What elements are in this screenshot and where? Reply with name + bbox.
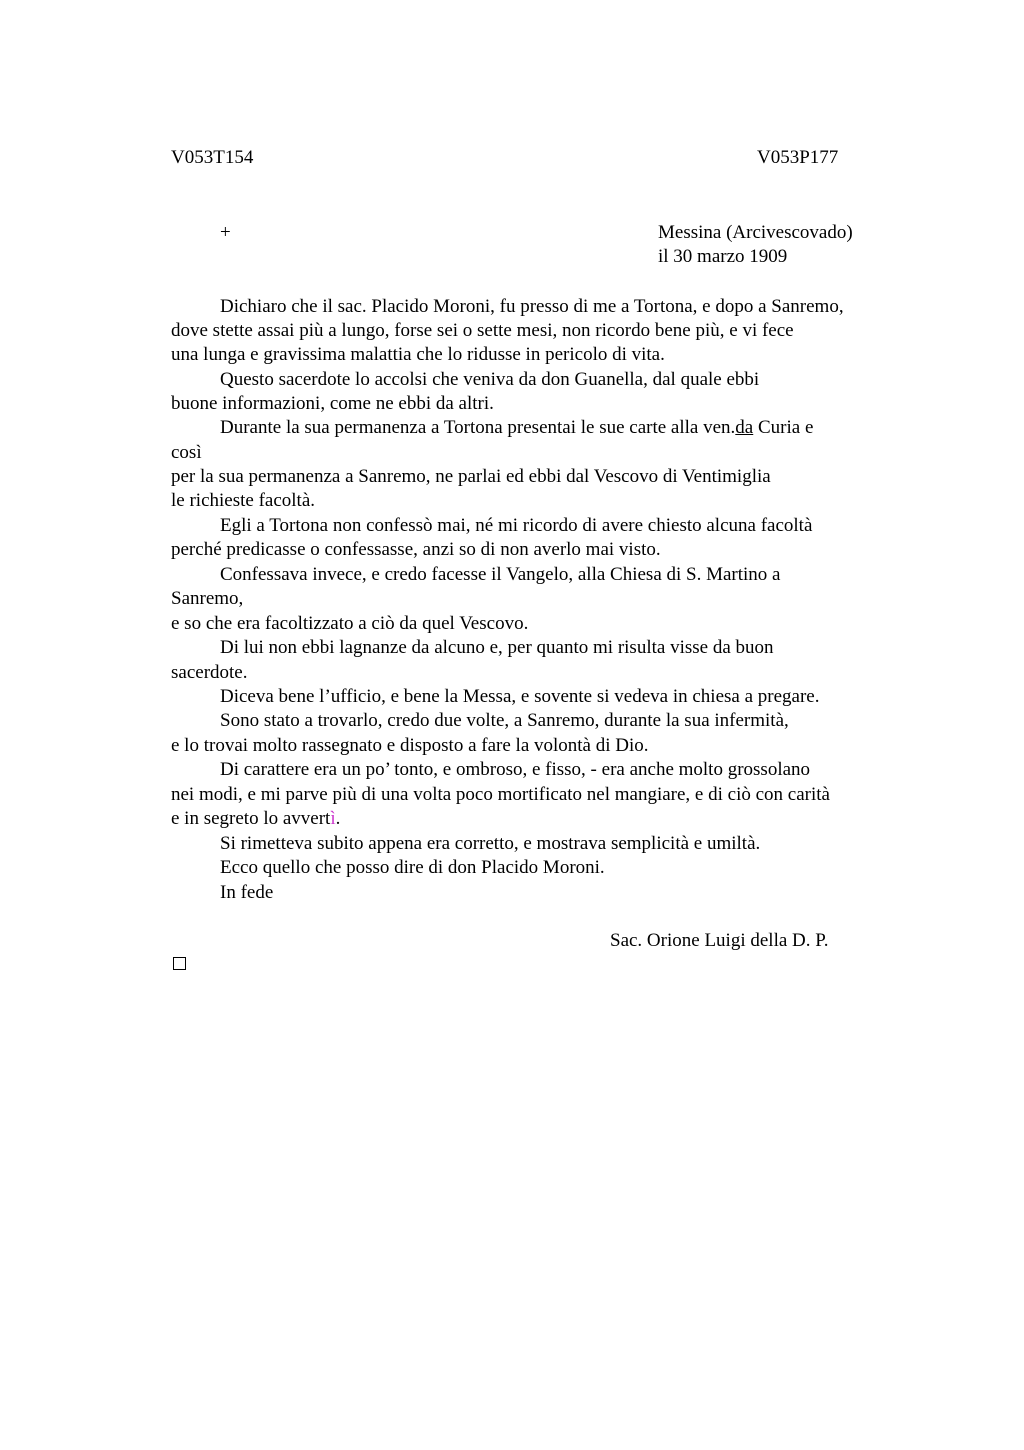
body-line <box>220 416 813 440</box>
body-line: Diceva bene l’ufficio, e bene la Messa, e sovente si vedeva in chiesa a pregare. <box>220 686 820 707</box>
body-line: In fede <box>220 882 274 903</box>
reference-code-left: V053T154 <box>171 147 254 168</box>
body-line: Sono stato a trovarlo, credo due volte, a Sanremo, durante la sua infermità, <box>220 710 789 731</box>
body-line: per la sua permanenza a Sanremo, ne parlai ed ebbi dal Vescovo di Ventimiglia <box>171 466 771 487</box>
body-text: e in segreto lo avvert <box>171 808 331 829</box>
body-line <box>171 807 340 831</box>
body-line: Si rimetteva subito appena era corretto, e mostrava semplicità e umiltà. <box>220 833 761 854</box>
signature: Sac. Orione Luigi della D. P. <box>610 930 829 951</box>
body-line: una lunga e gravissima malattia che lo ridusse in pericolo di vita. <box>171 344 665 365</box>
body-line: perché predicasse o confessasse, anzi so di non averlo mai visto. <box>171 539 661 560</box>
body-line: sacerdote. <box>171 662 248 683</box>
body-line: così <box>171 442 202 463</box>
body-text: Durante la sua permanenza a Tortona presentai le sue carte alla ven. <box>220 417 736 438</box>
body-line: nei modi, e mi parve più di una volta poco mortificato nel mangiare, e di ciò con carità <box>171 784 830 805</box>
body-line: Sanremo, <box>171 588 244 609</box>
body-line: e lo trovai molto rassegnato e disposto a fare la volontà di Dio. <box>171 735 649 756</box>
body-line: dove stette assai più a lungo, forse sei o sette mesi, non ricordo bene più, e vi fece <box>171 320 794 341</box>
body-line: Egli a Tortona non confessò mai, né mi ricordo di avere chiesto alcuna facoltà <box>220 515 813 536</box>
highlighted-character: ì <box>330 808 336 829</box>
checkbox-glyph <box>173 957 186 970</box>
body-line: buone informazioni, come ne ebbi da altri. <box>171 393 494 414</box>
cross-symbol: + <box>220 222 231 243</box>
body-line: Dichiaro che il sac. Placido Moroni, fu presso di me a Tortona, e dopo a Sanremo, <box>220 296 844 317</box>
body-line: le richieste facoltà. <box>171 490 316 511</box>
body-text: Curia e <box>753 417 814 438</box>
body-text: . <box>335 808 341 829</box>
body-line: Confessava invece, e credo facesse il Vangelo, alla Chiesa di S. Martino a <box>220 564 781 585</box>
body-line: Di carattere era un po’ tonto, e ombroso, e fisso, - era anche molto grossolano <box>220 759 811 780</box>
letter-date: il 30 marzo 1909 <box>658 246 788 267</box>
letter-place: Messina (Arcivescovado) <box>658 222 853 243</box>
body-line: e so che era facoltizzato a ciò da quel Vescovo. <box>171 613 529 634</box>
body-line: Ecco quello che posso dire di don Placido Moroni. <box>220 857 605 878</box>
body-line: Questo sacerdote lo accolsi che veniva da don Guanella, dal quale ebbi <box>220 369 760 390</box>
body-line: Di lui non ebbi lagnanze da alcuno e, per quanto mi risulta visse da buon <box>220 637 774 658</box>
underlined-abbreviation: da <box>735 417 754 438</box>
reference-code-right: V053P177 <box>757 147 839 168</box>
